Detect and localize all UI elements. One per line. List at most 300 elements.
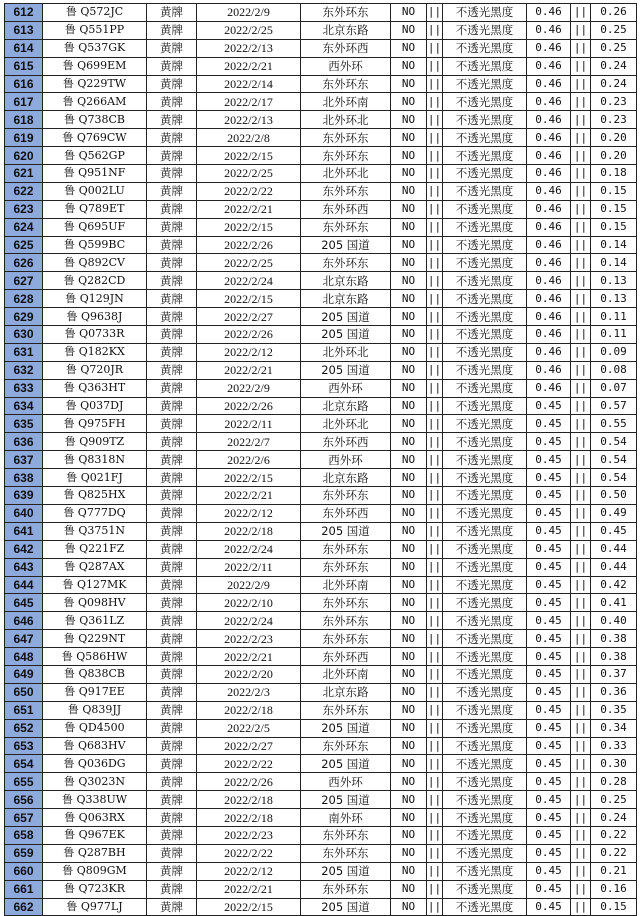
plate-number-cell: 鲁 Q221FZ [43,540,147,558]
result-flag-cell: NO [391,93,427,111]
location-cell: 北京东路 [301,397,391,415]
limit-value-cell: 0.54 [591,451,637,469]
plate-number-cell: 鲁 Q3023N [43,773,147,791]
inspection-date-cell: 2022/2/12 [197,862,301,880]
limit-value-cell: 0.45 [591,522,637,540]
inspection-date-cell: 2022/2/14 [197,75,301,93]
limit-value-cell: 0.49 [591,504,637,522]
limit-value-cell: 0.14 [591,236,637,254]
table-row [5,809,637,827]
limit-value-cell: 0.11 [591,326,637,344]
measured-value-cell: 0.45 [527,737,571,755]
test-method-cell: 不透光黑度 [443,326,527,344]
test-method-cell: 不透光黑度 [443,701,527,719]
test-method-cell: 不透光黑度 [443,719,527,737]
separator-cell: || [427,165,443,183]
separator-cell: || [571,630,591,648]
result-flag-cell: NO [391,755,427,773]
separator-cell: || [427,469,443,487]
location-cell: 东外环东 [301,612,391,630]
separator-cell: || [571,308,591,326]
row-number-cell: 659 [5,844,43,862]
inspection-date-cell: 2022/2/20 [197,665,301,683]
separator-cell: || [571,522,591,540]
separator-cell: || [427,844,443,862]
inspection-date-cell: 2022/2/15 [197,898,301,916]
table-row [5,236,637,254]
table-row [5,308,637,326]
plate-type-cell: 黄牌 [147,594,197,612]
separator-cell: || [571,451,591,469]
inspection-date-cell: 2022/2/24 [197,612,301,630]
plate-type-cell: 黄牌 [147,504,197,522]
row-number-cell: 661 [5,880,43,898]
location-cell: 205 国道 [301,326,391,344]
limit-value-cell: 0.35 [591,701,637,719]
row-number-cell: 615 [5,57,43,75]
measured-value-cell: 0.45 [527,630,571,648]
limit-value-cell: 0.30 [591,755,637,773]
test-method-cell: 不透光黑度 [443,683,527,701]
inspection-date-cell: 2022/2/15 [197,147,301,165]
plate-number-cell: 鲁 Q036DG [43,755,147,773]
plate-number-cell: 鲁 Q127MK [43,576,147,594]
separator-cell: || [427,343,443,361]
inspection-date-cell: 2022/2/22 [197,755,301,773]
inspection-date-cell: 2022/2/5 [197,719,301,737]
separator-cell: || [427,737,443,755]
row-number-cell: 660 [5,862,43,880]
separator-cell: || [427,272,443,290]
result-flag-cell: NO [391,290,427,308]
location-cell: 北外环南 [301,93,391,111]
separator-cell: || [427,397,443,415]
plate-number-cell: 鲁 Q951NF [43,165,147,183]
limit-value-cell: 0.08 [591,361,637,379]
test-method-cell: 不透光黑度 [443,862,527,880]
plate-number-cell: 鲁 Q282CD [43,272,147,290]
inspection-date-cell: 2022/2/21 [197,648,301,666]
test-method-cell: 不透光黑度 [443,576,527,594]
location-cell: 北外环南 [301,665,391,683]
plate-type-cell: 黄牌 [147,826,197,844]
plate-type-cell: 黄牌 [147,308,197,326]
row-number-cell: 632 [5,361,43,379]
measured-value-cell: 0.46 [527,147,571,165]
row-number-cell: 658 [5,826,43,844]
separator-cell: || [427,129,443,147]
measured-value-cell: 0.45 [527,558,571,576]
separator-cell: || [571,39,591,57]
measured-value-cell: 0.45 [527,809,571,827]
plate-type-cell: 黄牌 [147,433,197,451]
row-number-cell: 657 [5,809,43,827]
inspection-date-cell: 2022/2/25 [197,21,301,39]
separator-cell: || [427,326,443,344]
limit-value-cell: 0.11 [591,308,637,326]
separator-cell: || [427,75,443,93]
result-flag-cell: NO [391,719,427,737]
separator-cell: || [571,182,591,200]
separator-cell: || [571,701,591,719]
table-row [5,343,637,361]
separator-cell: || [427,683,443,701]
measured-value-cell: 0.46 [527,182,571,200]
plate-number-cell: 鲁 Q777DQ [43,504,147,522]
row-number-cell: 625 [5,236,43,254]
limit-value-cell: 0.37 [591,665,637,683]
row-number-cell: 631 [5,343,43,361]
measured-value-cell: 0.45 [527,862,571,880]
limit-value-cell: 0.25 [591,21,637,39]
separator-cell: || [571,826,591,844]
plate-number-cell: 鲁 Q287BH [43,844,147,862]
location-cell: 东外环东 [301,75,391,93]
measured-value-cell: 0.45 [527,451,571,469]
limit-value-cell: 0.24 [591,57,637,75]
plate-number-cell: 鲁 Q182KX [43,343,147,361]
measured-value-cell: 0.45 [527,844,571,862]
result-flag-cell: NO [391,540,427,558]
plate-number-cell: 鲁 Q229NT [43,630,147,648]
plate-type-cell: 黄牌 [147,75,197,93]
inspection-date-cell: 2022/2/3 [197,683,301,701]
plate-number-cell: 鲁 Q586HW [43,648,147,666]
limit-value-cell: 0.20 [591,129,637,147]
result-flag-cell: NO [391,129,427,147]
separator-cell: || [427,862,443,880]
table-row [5,701,637,719]
separator-cell: || [427,290,443,308]
location-cell: 北京东路 [301,272,391,290]
inspection-date-cell: 2022/2/13 [197,39,301,57]
result-flag-cell: NO [391,75,427,93]
location-cell: 205 国道 [301,522,391,540]
location-cell: 205 国道 [301,308,391,326]
row-number-cell: 616 [5,75,43,93]
measured-value-cell: 0.46 [527,379,571,397]
limit-value-cell: 0.36 [591,683,637,701]
table-row [5,397,637,415]
separator-cell: || [571,111,591,129]
limit-value-cell: 0.16 [591,880,637,898]
location-cell: 205 国道 [301,755,391,773]
limit-value-cell: 0.13 [591,272,637,290]
inspection-date-cell: 2022/2/24 [197,272,301,290]
row-number-cell: 653 [5,737,43,755]
row-number-cell: 642 [5,540,43,558]
location-cell: 东外环东 [301,182,391,200]
inspection-date-cell: 2022/2/9 [197,379,301,397]
result-flag-cell: NO [391,200,427,218]
row-number-cell: 640 [5,504,43,522]
row-number-cell: 645 [5,594,43,612]
limit-value-cell: 0.26 [591,4,637,22]
test-method-cell: 不透光黑度 [443,737,527,755]
measured-value-cell: 0.46 [527,21,571,39]
table-row [5,504,637,522]
separator-cell: || [571,558,591,576]
measured-value-cell: 0.46 [527,290,571,308]
table-row [5,129,637,147]
plate-number-cell: 鲁 Q839JJ [43,701,147,719]
plate-type-cell: 黄牌 [147,182,197,200]
row-number-cell: 626 [5,254,43,272]
table-row [5,630,637,648]
location-cell: 205 国道 [301,898,391,916]
measured-value-cell: 0.45 [527,540,571,558]
test-method-cell: 不透光黑度 [443,415,527,433]
plate-number-cell: 鲁 Q738CB [43,111,147,129]
test-method-cell: 不透光黑度 [443,272,527,290]
location-cell: 东外环东 [301,558,391,576]
location-cell: 205 国道 [301,361,391,379]
location-cell: 东外环东 [301,880,391,898]
table-row [5,451,637,469]
row-number-cell: 614 [5,39,43,57]
measured-value-cell: 0.46 [527,254,571,272]
row-number-cell: 649 [5,665,43,683]
location-cell: 东外环东 [301,254,391,272]
location-cell: 东外环东 [301,594,391,612]
separator-cell: || [427,4,443,22]
measured-value-cell: 0.45 [527,594,571,612]
result-flag-cell: NO [391,594,427,612]
plate-number-cell: 鲁 Q909TZ [43,433,147,451]
plate-number-cell: 鲁 Q338UW [43,791,147,809]
inspection-date-cell: 2022/2/23 [197,630,301,648]
plate-type-cell: 黄牌 [147,379,197,397]
test-method-cell: 不透光黑度 [443,809,527,827]
measured-value-cell: 0.45 [527,612,571,630]
separator-cell: || [571,200,591,218]
result-flag-cell: NO [391,826,427,844]
limit-value-cell: 0.20 [591,147,637,165]
test-method-cell: 不透光黑度 [443,111,527,129]
test-method-cell: 不透光黑度 [443,21,527,39]
separator-cell: || [427,522,443,540]
result-flag-cell: NO [391,433,427,451]
separator-cell: || [571,272,591,290]
test-method-cell: 不透光黑度 [443,236,527,254]
separator-cell: || [427,773,443,791]
plate-type-cell: 黄牌 [147,648,197,666]
plate-type-cell: 黄牌 [147,129,197,147]
plate-number-cell: 鲁 Q699EM [43,57,147,75]
inspection-date-cell: 2022/2/21 [197,487,301,505]
location-cell: 南外环 [301,809,391,827]
separator-cell: || [571,880,591,898]
row-number-cell: 641 [5,522,43,540]
measured-value-cell: 0.46 [527,272,571,290]
plate-type-cell: 黄牌 [147,701,197,719]
result-flag-cell: NO [391,165,427,183]
limit-value-cell: 0.33 [591,737,637,755]
separator-cell: || [427,880,443,898]
result-flag-cell: NO [391,612,427,630]
plate-type-cell: 黄牌 [147,880,197,898]
separator-cell: || [571,540,591,558]
plate-number-cell: 鲁 Q537GK [43,39,147,57]
table-row [5,39,637,57]
table-row [5,21,637,39]
measured-value-cell: 0.45 [527,469,571,487]
table-row [5,558,637,576]
separator-cell: || [571,612,591,630]
separator-cell: || [427,57,443,75]
test-method-cell: 不透光黑度 [443,791,527,809]
row-number-cell: 652 [5,719,43,737]
plate-type-cell: 黄牌 [147,773,197,791]
location-cell: 东外环西 [301,200,391,218]
plate-type-cell: 黄牌 [147,451,197,469]
test-method-cell: 不透光黑度 [443,254,527,272]
test-method-cell: 不透光黑度 [443,487,527,505]
limit-value-cell: 0.22 [591,826,637,844]
measured-value-cell: 0.46 [527,129,571,147]
plate-number-cell: 鲁 Q789ET [43,200,147,218]
row-number-cell: 655 [5,773,43,791]
separator-cell: || [571,165,591,183]
limit-value-cell: 0.34 [591,719,637,737]
separator-cell: || [571,844,591,862]
plate-type-cell: 黄牌 [147,630,197,648]
separator-cell: || [571,4,591,22]
plate-type-cell: 黄牌 [147,737,197,755]
table-row [5,791,637,809]
plate-type-cell: 黄牌 [147,147,197,165]
inspection-date-cell: 2022/2/9 [197,4,301,22]
measured-value-cell: 0.46 [527,200,571,218]
test-method-cell: 不透光黑度 [443,343,527,361]
plate-number-cell: 鲁 Q8318N [43,451,147,469]
separator-cell: || [571,361,591,379]
location-cell: 北外环北 [301,111,391,129]
limit-value-cell: 0.44 [591,558,637,576]
row-number-cell: 662 [5,898,43,916]
inspection-date-cell: 2022/2/21 [197,200,301,218]
location-cell: 北外环北 [301,415,391,433]
result-flag-cell: NO [391,415,427,433]
separator-cell: || [427,433,443,451]
location-cell: 东外环东 [301,218,391,236]
location-cell: 东外环东 [301,737,391,755]
table-row [5,361,637,379]
separator-cell: || [571,683,591,701]
plate-type-cell: 黄牌 [147,272,197,290]
measured-value-cell: 0.45 [527,522,571,540]
location-cell: 东外环东 [301,129,391,147]
inspection-date-cell: 2022/2/21 [197,361,301,379]
location-cell: 北京东路 [301,683,391,701]
row-number-cell: 635 [5,415,43,433]
location-cell: 东外环西 [301,504,391,522]
row-number-cell: 613 [5,21,43,39]
separator-cell: || [571,594,591,612]
separator-cell: || [571,21,591,39]
measured-value-cell: 0.45 [527,826,571,844]
test-method-cell: 不透光黑度 [443,290,527,308]
separator-cell: || [427,719,443,737]
plate-number-cell: 鲁 Q021FJ [43,469,147,487]
measured-value-cell: 0.45 [527,504,571,522]
table-row [5,576,637,594]
separator-cell: || [427,665,443,683]
table-row [5,57,637,75]
separator-cell: || [427,236,443,254]
plate-number-cell: 鲁 Q0733R [43,326,147,344]
location-cell: 东外环西 [301,433,391,451]
limit-value-cell: 0.41 [591,594,637,612]
result-flag-cell: NO [391,791,427,809]
location-cell: 西外环 [301,57,391,75]
location-cell: 东外环西 [301,648,391,666]
table-row [5,898,637,916]
plate-number-cell: 鲁 Q229TW [43,75,147,93]
inspection-date-cell: 2022/2/18 [197,522,301,540]
result-flag-cell: NO [391,665,427,683]
result-flag-cell: NO [391,361,427,379]
location-cell: 205 国道 [301,862,391,880]
plate-type-cell: 黄牌 [147,415,197,433]
separator-cell: || [427,612,443,630]
location-cell: 北京东路 [301,290,391,308]
result-flag-cell: NO [391,862,427,880]
location-cell: 东外环东 [301,630,391,648]
row-number-cell: 651 [5,701,43,719]
separator-cell: || [427,701,443,719]
location-cell: 东外环东 [301,826,391,844]
measured-value-cell: 0.45 [527,683,571,701]
separator-cell: || [427,254,443,272]
measured-value-cell: 0.46 [527,4,571,22]
measured-value-cell: 0.46 [527,326,571,344]
plate-type-cell: 黄牌 [147,343,197,361]
result-flag-cell: NO [391,326,427,344]
plate-number-cell: 鲁 Q723KR [43,880,147,898]
row-number-cell: 638 [5,469,43,487]
measured-value-cell: 0.46 [527,39,571,57]
location-cell: 205 国道 [301,719,391,737]
separator-cell: || [427,111,443,129]
row-number-cell: 624 [5,218,43,236]
inspection-date-cell: 2022/2/11 [197,558,301,576]
inspection-date-cell: 2022/2/26 [197,326,301,344]
measured-value-cell: 0.45 [527,397,571,415]
inspection-date-cell: 2022/2/6 [197,451,301,469]
separator-cell: || [427,308,443,326]
separator-cell: || [571,326,591,344]
separator-cell: || [571,898,591,916]
test-method-cell: 不透光黑度 [443,844,527,862]
inspection-date-cell: 2022/2/12 [197,343,301,361]
test-method-cell: 不透光黑度 [443,75,527,93]
location-cell: 205 国道 [301,791,391,809]
table-row [5,469,637,487]
separator-cell: || [571,773,591,791]
limit-value-cell: 0.15 [591,218,637,236]
inspection-date-cell: 2022/2/11 [197,415,301,433]
limit-value-cell: 0.15 [591,898,637,916]
separator-cell: || [571,415,591,433]
row-number-cell: 633 [5,379,43,397]
result-flag-cell: NO [391,558,427,576]
separator-cell: || [571,862,591,880]
inspection-date-cell: 2022/2/21 [197,880,301,898]
limit-value-cell: 0.44 [591,540,637,558]
separator-cell: || [571,236,591,254]
plate-number-cell: 鲁 Q838CB [43,665,147,683]
